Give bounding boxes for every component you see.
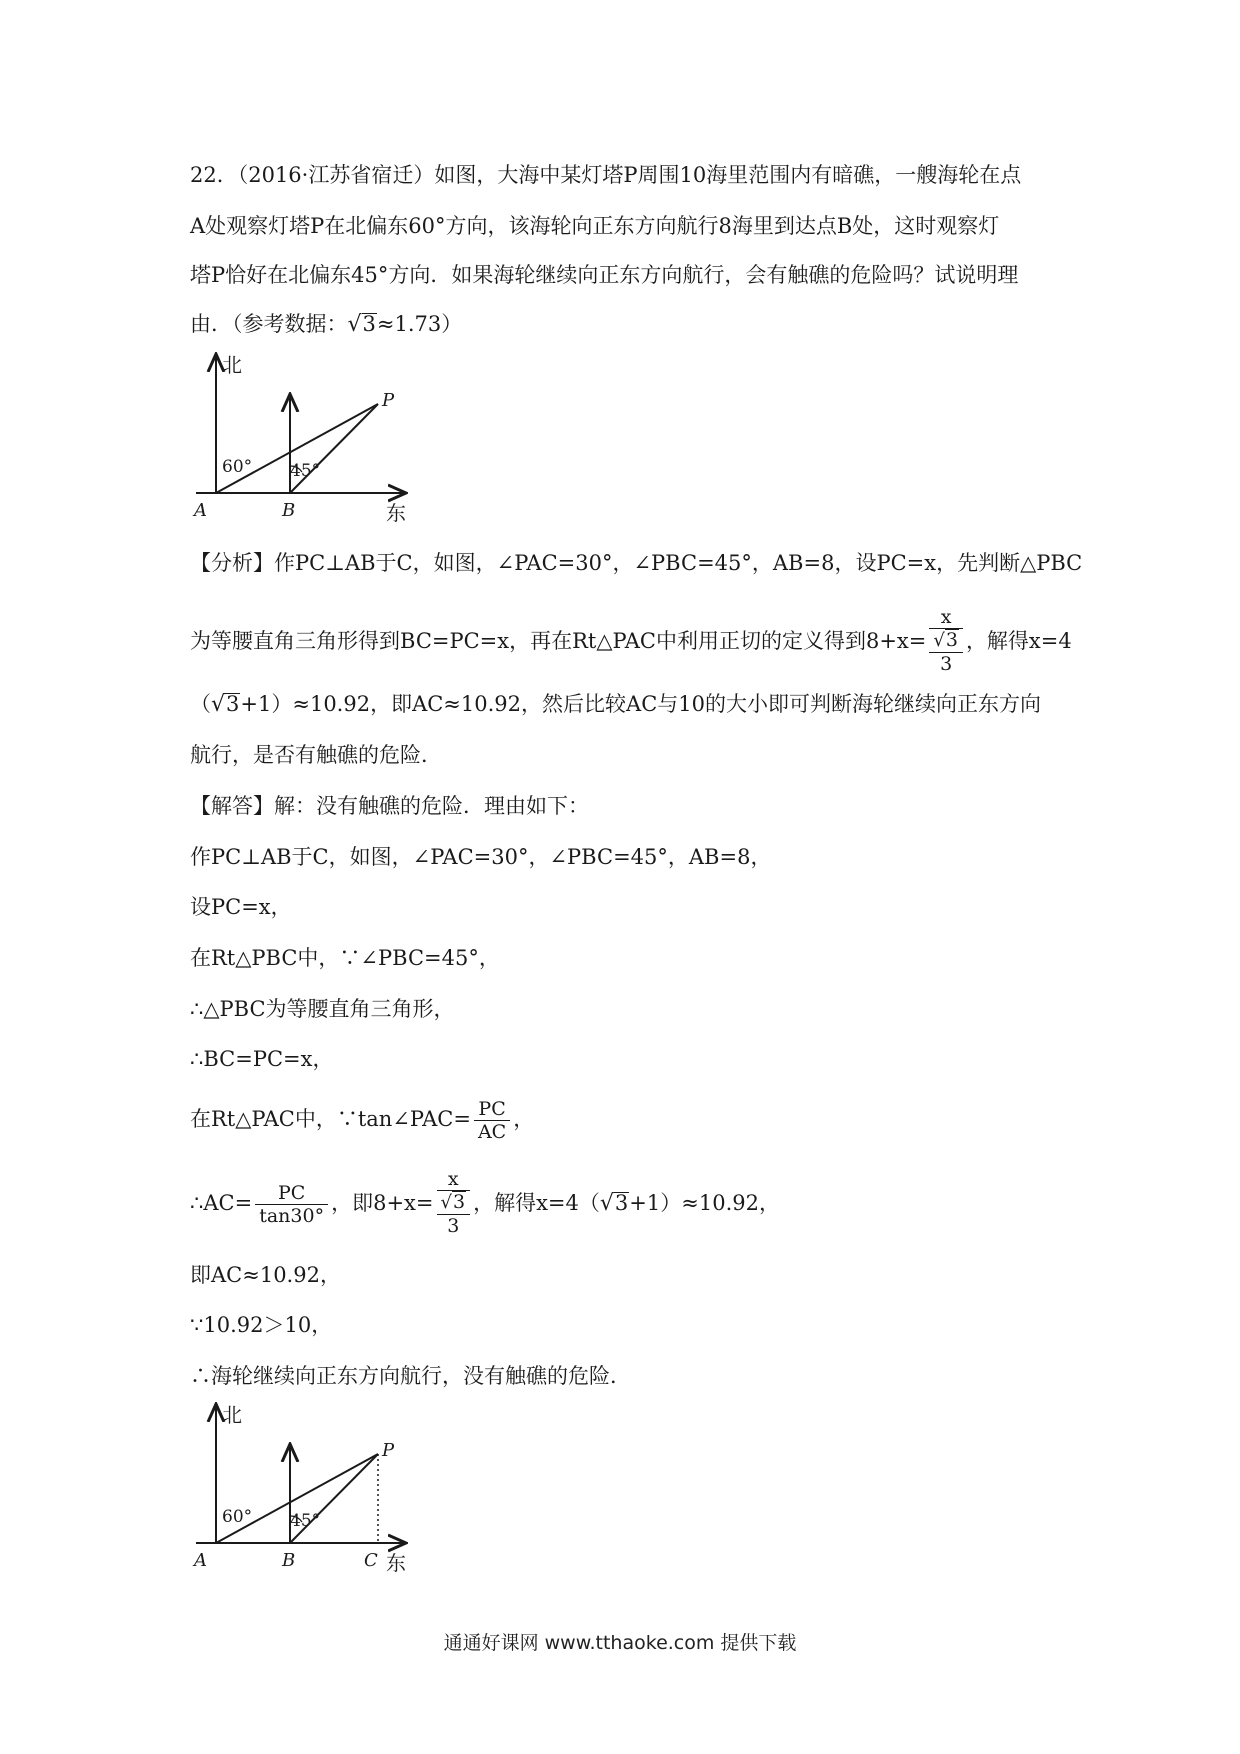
angle-45-label: 45° bbox=[290, 461, 321, 481]
answer-line-7-text-a: 在Rt△PAC中，∵tan∠PAC= bbox=[190, 1107, 471, 1131]
answer-line-8-text-a: ∴AC= bbox=[190, 1191, 253, 1215]
point-p-label: P bbox=[382, 1440, 395, 1461]
north-label: 北 bbox=[222, 353, 242, 377]
sqrt-radicand: 3 bbox=[945, 629, 958, 651]
answer-line-8-text-b: ，即8+x= bbox=[331, 1191, 434, 1215]
fraction-denominator: tan30° bbox=[259, 1205, 325, 1227]
answer-line-5: ∴△PBC为等腰直角三角形， bbox=[190, 997, 455, 1021]
fraction-numerator: x bbox=[437, 1168, 471, 1191]
bearing-diagram-with-c bbox=[186, 1398, 426, 1578]
fraction-numerator: x bbox=[929, 606, 963, 629]
sqrt-radicand: 3 bbox=[226, 692, 240, 716]
answer-line-10: ∵10.92＞10， bbox=[190, 1313, 333, 1337]
fraction-denominator: AC bbox=[477, 1121, 507, 1143]
problem-line-4-text-b: ≈1.73） bbox=[376, 312, 463, 336]
point-a-label: A bbox=[194, 500, 207, 521]
analysis-line-2-text-b: ，解得x=4 bbox=[965, 629, 1072, 653]
answer-line-8-text-d: +1）≈10.92， bbox=[629, 1191, 780, 1215]
answer-line-7 bbox=[190, 1098, 534, 1143]
north-label: 北 bbox=[222, 1403, 242, 1427]
answer-line-11: ∴海轮继续向正东方向航行，没有触礁的危险． bbox=[190, 1364, 631, 1388]
angle-45-label: 45° bbox=[290, 1511, 321, 1531]
answer-line-9: 即AC≈10.92， bbox=[190, 1263, 341, 1287]
analysis-line-3-text-a: （ bbox=[190, 692, 211, 716]
angle-60-label: 60° bbox=[222, 1507, 253, 1527]
analysis-line-4: 航行，是否有触礁的危险． bbox=[190, 743, 442, 767]
problem-line-3: 塔P恰好在北偏东45°方向．如果海轮继续向正东方向航行，会有触礁的危险吗？试说明理 bbox=[190, 263, 1019, 287]
fraction-numerator: PC bbox=[255, 1182, 328, 1205]
problem-line-4: 由．（参考数据：√3≈1.73） bbox=[190, 312, 463, 337]
fraction-numerator: PC bbox=[474, 1098, 510, 1121]
answer-line-6: ∴BC=PC=x， bbox=[190, 1047, 334, 1071]
east-label: 东 bbox=[386, 1551, 406, 1575]
point-c-label: C bbox=[364, 1550, 378, 1571]
angle-60-label: 60° bbox=[222, 457, 253, 477]
fraction bbox=[474, 1098, 510, 1143]
point-b-label: B bbox=[282, 500, 296, 521]
fraction-denominator: 3 bbox=[447, 1215, 460, 1237]
analysis-line-1: 【分析】作PC⊥AB于C，如图，∠PAC=30°，∠PBC=45°，AB=8，设PC=x，先判断△PBC bbox=[190, 551, 1083, 575]
sqrt-radicand: 3 bbox=[452, 1191, 466, 1213]
problem-line-2: A处观察灯塔P在北偏东60°方向，该海轮向正东方向航行8海里到达点B处，这时观察灯 bbox=[190, 214, 1000, 238]
fraction-denominator: 3 bbox=[940, 653, 953, 675]
sqrt-radicand: 3 bbox=[614, 1191, 629, 1215]
problem-line-4-text-a: 由．（参考数据： bbox=[190, 312, 348, 336]
analysis-line-3-text-b: +1）≈10.92，即AC≈10.92，然后比较AC与10的大小即可判断海轮继续向正东方向 bbox=[240, 692, 1041, 716]
answer-line-3: 设PC=x， bbox=[190, 895, 292, 919]
analysis-line-2-text-a: 为等腰直角三角形得到BC=PC=x，再在Rt△PAC中利用正切的定义得到8+x= bbox=[190, 629, 927, 653]
footer-credit: 通通好课网 www.tthaoke.com 提供下载 bbox=[443, 1632, 797, 1654]
problem-line-1: 22．（2016·江苏省宿迁）如图，大海中某灯塔P周围10海里范围内有暗礁，一艘海轮在点 bbox=[190, 163, 1022, 187]
fraction: x √3 3 bbox=[437, 1168, 471, 1237]
east-label: 东 bbox=[386, 501, 406, 525]
point-a-label: A bbox=[194, 1550, 207, 1571]
answer-line-2: 作PC⊥AB于C，如图，∠PAC=30°，∠PBC=45°，AB=8， bbox=[190, 845, 772, 869]
point-b-label: B bbox=[282, 1550, 296, 1571]
point-p-label: P bbox=[382, 390, 395, 411]
sqrt-radicand: 3 bbox=[362, 312, 376, 336]
answer-line-7-text-b: ， bbox=[513, 1107, 535, 1131]
fraction: x √3 3 bbox=[929, 606, 963, 675]
answer-line-1: 【解答】解：没有触礁的危险．理由如下： bbox=[190, 794, 589, 818]
answer-line-8: ∴AC= $\frac{PC}{\tan 30^\circ}$ ，即8+x= x √3 3 ，解得x=4（√3+1）≈10.92， bbox=[190, 1168, 780, 1237]
fraction bbox=[255, 1182, 328, 1227]
answer-line-4: 在Rt△PBC中，∵∠PBC=45°， bbox=[190, 946, 500, 970]
analysis-line-3: （√3+1）≈10.92，即AC≈10.92，然后比较AC与10的大小即可判断海轮继续向正东方向 bbox=[190, 692, 1041, 717]
answer-line-8-text-c: ，解得x=4（ bbox=[473, 1191, 600, 1215]
analysis-line-2 bbox=[190, 608, 1072, 677]
bearing-diagram bbox=[186, 348, 426, 528]
